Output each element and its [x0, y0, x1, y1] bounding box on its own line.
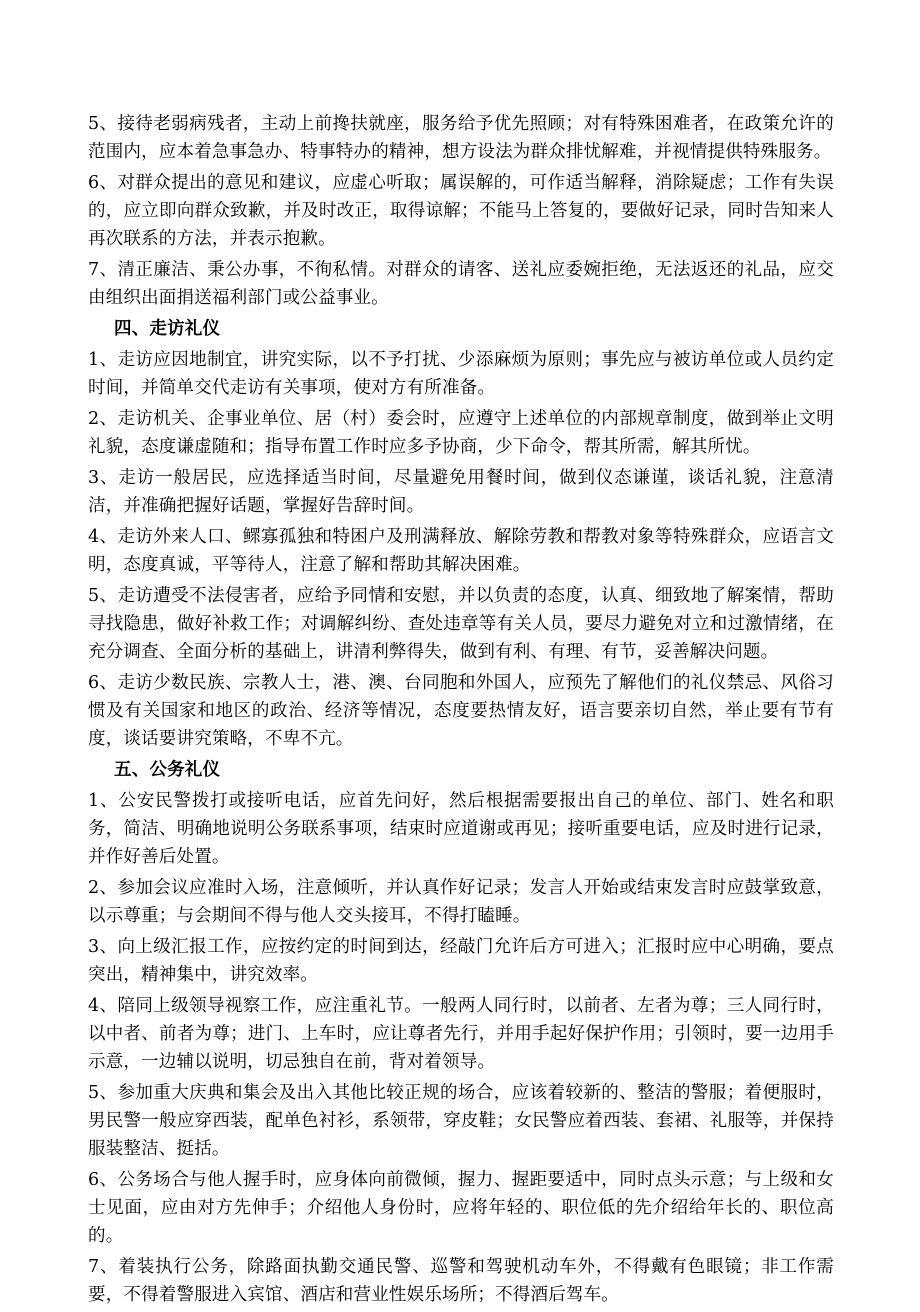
- section-heading: 五、公务礼仪: [114, 760, 221, 780]
- paragraph: 7、着装执行公务，除路面执勤交通民警、巡警和驾驶机动车外，不得戴有色眼镜；非工作需要，不得着警服进入宾馆、酒店和营业性娱乐场所；不得酒后驾车。: [88, 1257, 834, 1305]
- section-heading: 四、走访礼仪: [114, 319, 221, 339]
- paragraph: 6、对群众提出的意见和建议，应虚心听取；属误解的，可作适当解释，消除疑虑；工作有失误的，应立即向群众致歉，并及时改正，取得谅解；不能马上答复的，要做好记录，同时告知来人再次联系的方法，并表示抱歉。: [88, 173, 834, 249]
- paragraph: 5、参加重大庆典和集会及出入其他比较正规的场合，应该着较新的、整洁的警服；着便服时，男民警一般应穿西装，配单色衬衫，系领带，穿皮鞋；女民警应着西装、套裙、礼服等，并保持服装整洁、挺括。: [88, 1083, 834, 1159]
- paragraph: 1、走访应因地制宜，讲究实际，以不予打扰、少添麻烦为原则；事先应与被访单位或人员约定时间，并简单交代走访有关事项，使对方有所准备。: [88, 350, 834, 398]
- paragraph: 3、走访一般居民，应选择适当时间，尽量避免用餐时间，做到仪态谦谨，谈话礼貌，注意清洁，并准确把握好话题，掌握好告辞时间。: [88, 468, 834, 516]
- paragraph: 7、清正廉洁、秉公办事，不徇私情。对群众的请客、送礼应委婉拒绝，无法返还的礼品，应交由组织出面捐送福利部门或公益事业。: [88, 260, 834, 308]
- paragraph: 3、向上级汇报工作，应按约定的时间到达，经敲门允许后方可进入；汇报时应中心明确，要点突出，精神集中，讲究效率。: [88, 937, 834, 985]
- paragraph: 1、公安民警拨打或接听电话，应首先问好，然后根据需要报出自己的单位、部门、姓名和职务，简洁、明确地说明公务联系事项，结束时应道谢或再见；接听重要电话，应及时进行记录，并作好善后处置。: [88, 791, 834, 867]
- paragraph: 2、走访机关、企事业单位、居（村）委会时，应遵守上述单位的内部规章制度，做到举止文明礼貌，态度谦虚随和；指导布置工作时应多予协商，少下命令，帮其所需，解其所忧。: [88, 409, 834, 457]
- document-page: [88, 110, 834, 1312]
- paragraph: 2、参加会议应准时入场，注意倾听，并认真作好记录；发言人开始或结束发言时应鼓掌致意，以示尊重；与会期间不得与他人交头接耳，不得打瞌睡。: [88, 878, 834, 926]
- paragraph: 5、走访遭受不法侵害者，应给予同情和安慰，并以负责的态度，认真、细致地了解案情，帮助寻找隐患，做好补救工作；对调解纠纷、查处违章等有关人员，要尽力避免对立和过激情绪，在充分调查、全面分析的基础上，讲清利弊得失，做到有利、有理、有节，妥善解决问题。: [88, 586, 834, 662]
- paragraph: 6、走访少数民族、宗教人士，港、澳、台同胞和外国人，应预先了解他们的礼仪禁忌、风俗习惯及有关国家和地区的政治、经济等情况，态度要热情友好，语言要亲切自然，举止要有节有度，谈话要讲究策略，不卑不亢。: [88, 673, 834, 749]
- paragraph: 6、公务场合与他人握手时，应身体向前微倾，握力、握距要适中，同时点头示意；与上级和女士见面，应由对方先伸手；介绍他人身份时，应将年轻的、职位低的先介绍给年长的、职位高的。: [88, 1170, 834, 1246]
- paragraph: 4、陪同上级领导视察工作，应注重礼节。一般两人同行时，以前者、左者为尊；三人同行时，以中者、前者为尊；进门、上车时，应让尊者先行，并用手起好保护作用；引领时，要一边用手示意，一边辅以说明，切忌独自在前，背对着领导。: [88, 996, 834, 1072]
- paragraph: 4、走访外来人口、鳏寡孤独和特困户及刑满释放、解除劳教和帮教对象等特殊群众，应语言文明，态度真诚，平等待人，注意了解和帮助其解决困难。: [88, 527, 834, 575]
- paragraph: 5、接待老弱病残者，主动上前搀扶就座，服务给予优先照顾；对有特殊困难者，在政策允许的范围内，应本着急事急办、特事特办的精神，想方设法为群众排忧解难，并视情提供特殊服务。: [88, 114, 834, 162]
